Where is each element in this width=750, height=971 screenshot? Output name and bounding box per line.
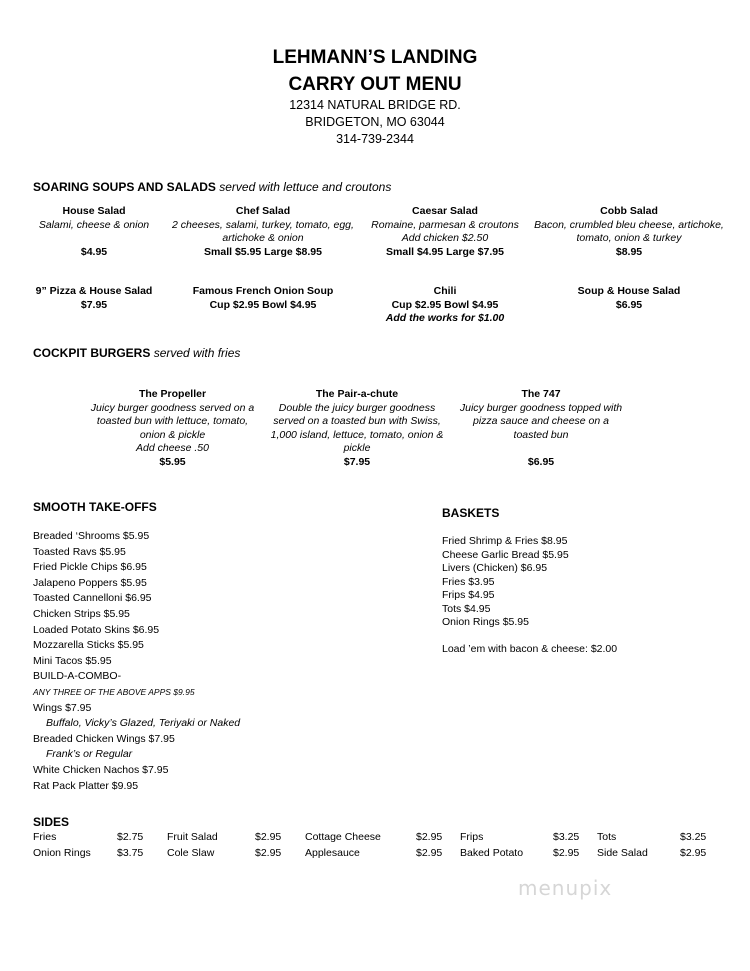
list-item: Toasted Ravs $5.95 [33,545,126,558]
item-price: Small $4.95 Large $7.95 [386,245,504,258]
soups-heading-note: served with lettuce and croutons [219,180,392,194]
burgers-heading-note: served with fries [153,346,241,360]
address-city: BRIDGETON, MO 63044 [305,115,445,129]
side-item-name: Tots [597,831,617,843]
item-name: House Salad [62,205,126,217]
item-price: $4.95 [80,245,108,258]
baskets-list [442,535,722,657]
list-item: Mozzarella Sticks $5.95 [33,639,144,652]
item-name: Chili [433,285,457,297]
item-price: $7.95 [80,298,108,311]
menu-title: LEHMANN’S LANDING [272,47,478,68]
list-item-note: Buffalo, Vicky’s Glazed, Teriyaki or Naked [46,717,241,730]
list-item-note: Frank’s or Regular [46,748,133,761]
list-item: Frips $4.95 [442,589,495,601]
takeoffs-list [33,529,413,794]
side-item-price: $2.95 [255,847,282,859]
item-name: The 747 [521,388,561,400]
item-name: The Pair-a-chute [315,388,399,400]
item-name: Chef Salad [235,205,291,217]
soups-heading [33,180,391,194]
menu-item-cobb-salad [533,205,725,259]
menu-item-747 [458,388,624,469]
list-item: Fries $3.95 [442,575,495,588]
takeoffs-heading: SMOOTH TAKE-OFFS [33,500,157,514]
list-item: Onion Rings $5.95 [442,616,529,628]
item-price: $5.95 [159,455,186,468]
item-desc: Juicy burger goodness served on a toasted bun with lettuce, tomato, onion & pickle [90,401,255,441]
list-item: Tots $4.95 [442,602,491,615]
menu-item-chili [365,285,525,326]
side-item-price: $2.75 [117,831,144,843]
list-item: Wings $7.95 [33,701,92,714]
item-desc: Romaine, parmesan & croutons [371,218,519,231]
item-price: Small $5.95 Large $8.95 [204,245,322,258]
side-item-price: $2.95 [680,847,707,859]
item-desc: Juicy burger goodness topped with pizza sauce and cheese on a toasted bun [459,401,623,441]
side-item-name: Fruit Salad [167,831,218,843]
menu-item-pair-a-chute [268,388,446,469]
item-price: $8.95 [615,245,643,258]
side-item-name: Baked Potato [460,847,524,859]
list-item: Cheese Garlic Bread $5.95 [442,548,569,561]
phone-number: 314-739-2344 [336,132,414,146]
item-price: Cup $2.95 Bowl $4.95 [209,298,317,311]
item-name: Famous French Onion Soup [192,285,334,297]
menu-item-propeller [90,388,255,469]
address-street: 12314 NATURAL BRIDGE RD. [289,98,461,112]
baskets-note: Load ’em with bacon & cheese: $2.00 [442,643,618,655]
side-item-price: $3.75 [117,847,144,859]
item-extra: Add cheese .50 [136,442,209,454]
list-item: Breaded Chicken Wings $7.95 [33,732,175,745]
item-desc: Salami, cheese & onion [38,218,150,231]
menupix-watermark: menupix [518,876,613,900]
sides-heading: SIDES [33,815,70,829]
list-item: White Chicken Nachos $7.95 [33,763,169,776]
list-item: Toasted Cannelloni $6.95 [33,592,152,605]
item-name: The Propeller [138,388,207,400]
list-item: Fried Pickle Chips $6.95 [33,561,147,574]
side-item-name: Applesauce [305,847,360,859]
item-desc: Double the juicy burger goodness served on a toasted bun with Swiss, 1,000 island, lettuce, tomato, onion & pickle [270,401,444,454]
list-item: Chicken Strips $5.95 [33,607,130,620]
item-name: Cobb Salad [600,205,658,217]
list-item: Fried Shrimp & Fries $8.95 [442,535,568,547]
item-desc: Bacon, crumbled bleu cheese, artichoke, tomato, onion & turkey [534,218,724,244]
burgers-heading [33,346,240,360]
item-desc: 2 cheeses, salami, turkey, tomato, egg, artichoke & onion [172,218,354,244]
side-item-price: $2.95 [255,831,282,843]
list-item: Breaded ‘Shrooms $5.95 [33,530,150,542]
list-item: Loaded Potato Skins $6.95 [33,623,160,636]
item-extra: Add chicken $2.50 [401,232,489,244]
side-item-name: Cottage Cheese [305,831,381,843]
menu-item-pizza-house-salad [20,285,168,312]
baskets-heading: BASKETS [442,506,500,520]
list-item: Livers (Chicken) $6.95 [442,562,548,574]
side-item-price: $3.25 [553,831,580,843]
side-item-price: $2.95 [416,831,443,843]
item-price: $6.95 [527,455,555,468]
list-item-note: ANY THREE OF THE ABOVE APPS $9.95 [33,686,195,697]
side-item-name: Frips [460,831,484,843]
item-price: $6.95 [615,298,643,311]
item-name: 9” Pizza & House Salad [35,285,153,297]
item-extra: Add the works for $1.00 [385,312,505,324]
side-item-price: $2.95 [553,847,580,859]
side-item-price: $2.95 [416,847,443,859]
list-item: BUILD-A-COMBO- [33,670,122,683]
list-item: Jalapeno Poppers $5.95 [33,576,147,589]
menu-item-soup-house-salad [533,285,725,312]
menu-item-house-salad [20,205,168,259]
item-name: Soup & House Salad [577,285,681,297]
menu-item-chef-salad [172,205,354,259]
menu-subtitle: CARRY OUT MENU [288,74,462,95]
burgers-heading-text: COCKPIT BURGERS [33,346,151,360]
side-item-name: Cole Slaw [167,847,215,859]
item-price: $7.95 [343,455,371,468]
side-item-price: $3.25 [680,831,707,843]
list-item: Rat Pack Platter $9.95 [33,779,139,792]
menu-item-french-onion-soup [172,285,354,312]
list-item: Mini Tacos $5.95 [33,654,112,667]
side-item-name: Onion Rings [33,847,91,859]
side-item-name: Fries [33,831,57,843]
menu-item-caesar-salad [365,205,525,259]
item-price: Cup $2.95 Bowl $4.95 [391,298,499,311]
item-name: Caesar Salad [412,205,478,217]
side-item-name: Side Salad [597,847,648,859]
soups-heading-text: SOARING SOUPS AND SALADS [33,180,216,194]
